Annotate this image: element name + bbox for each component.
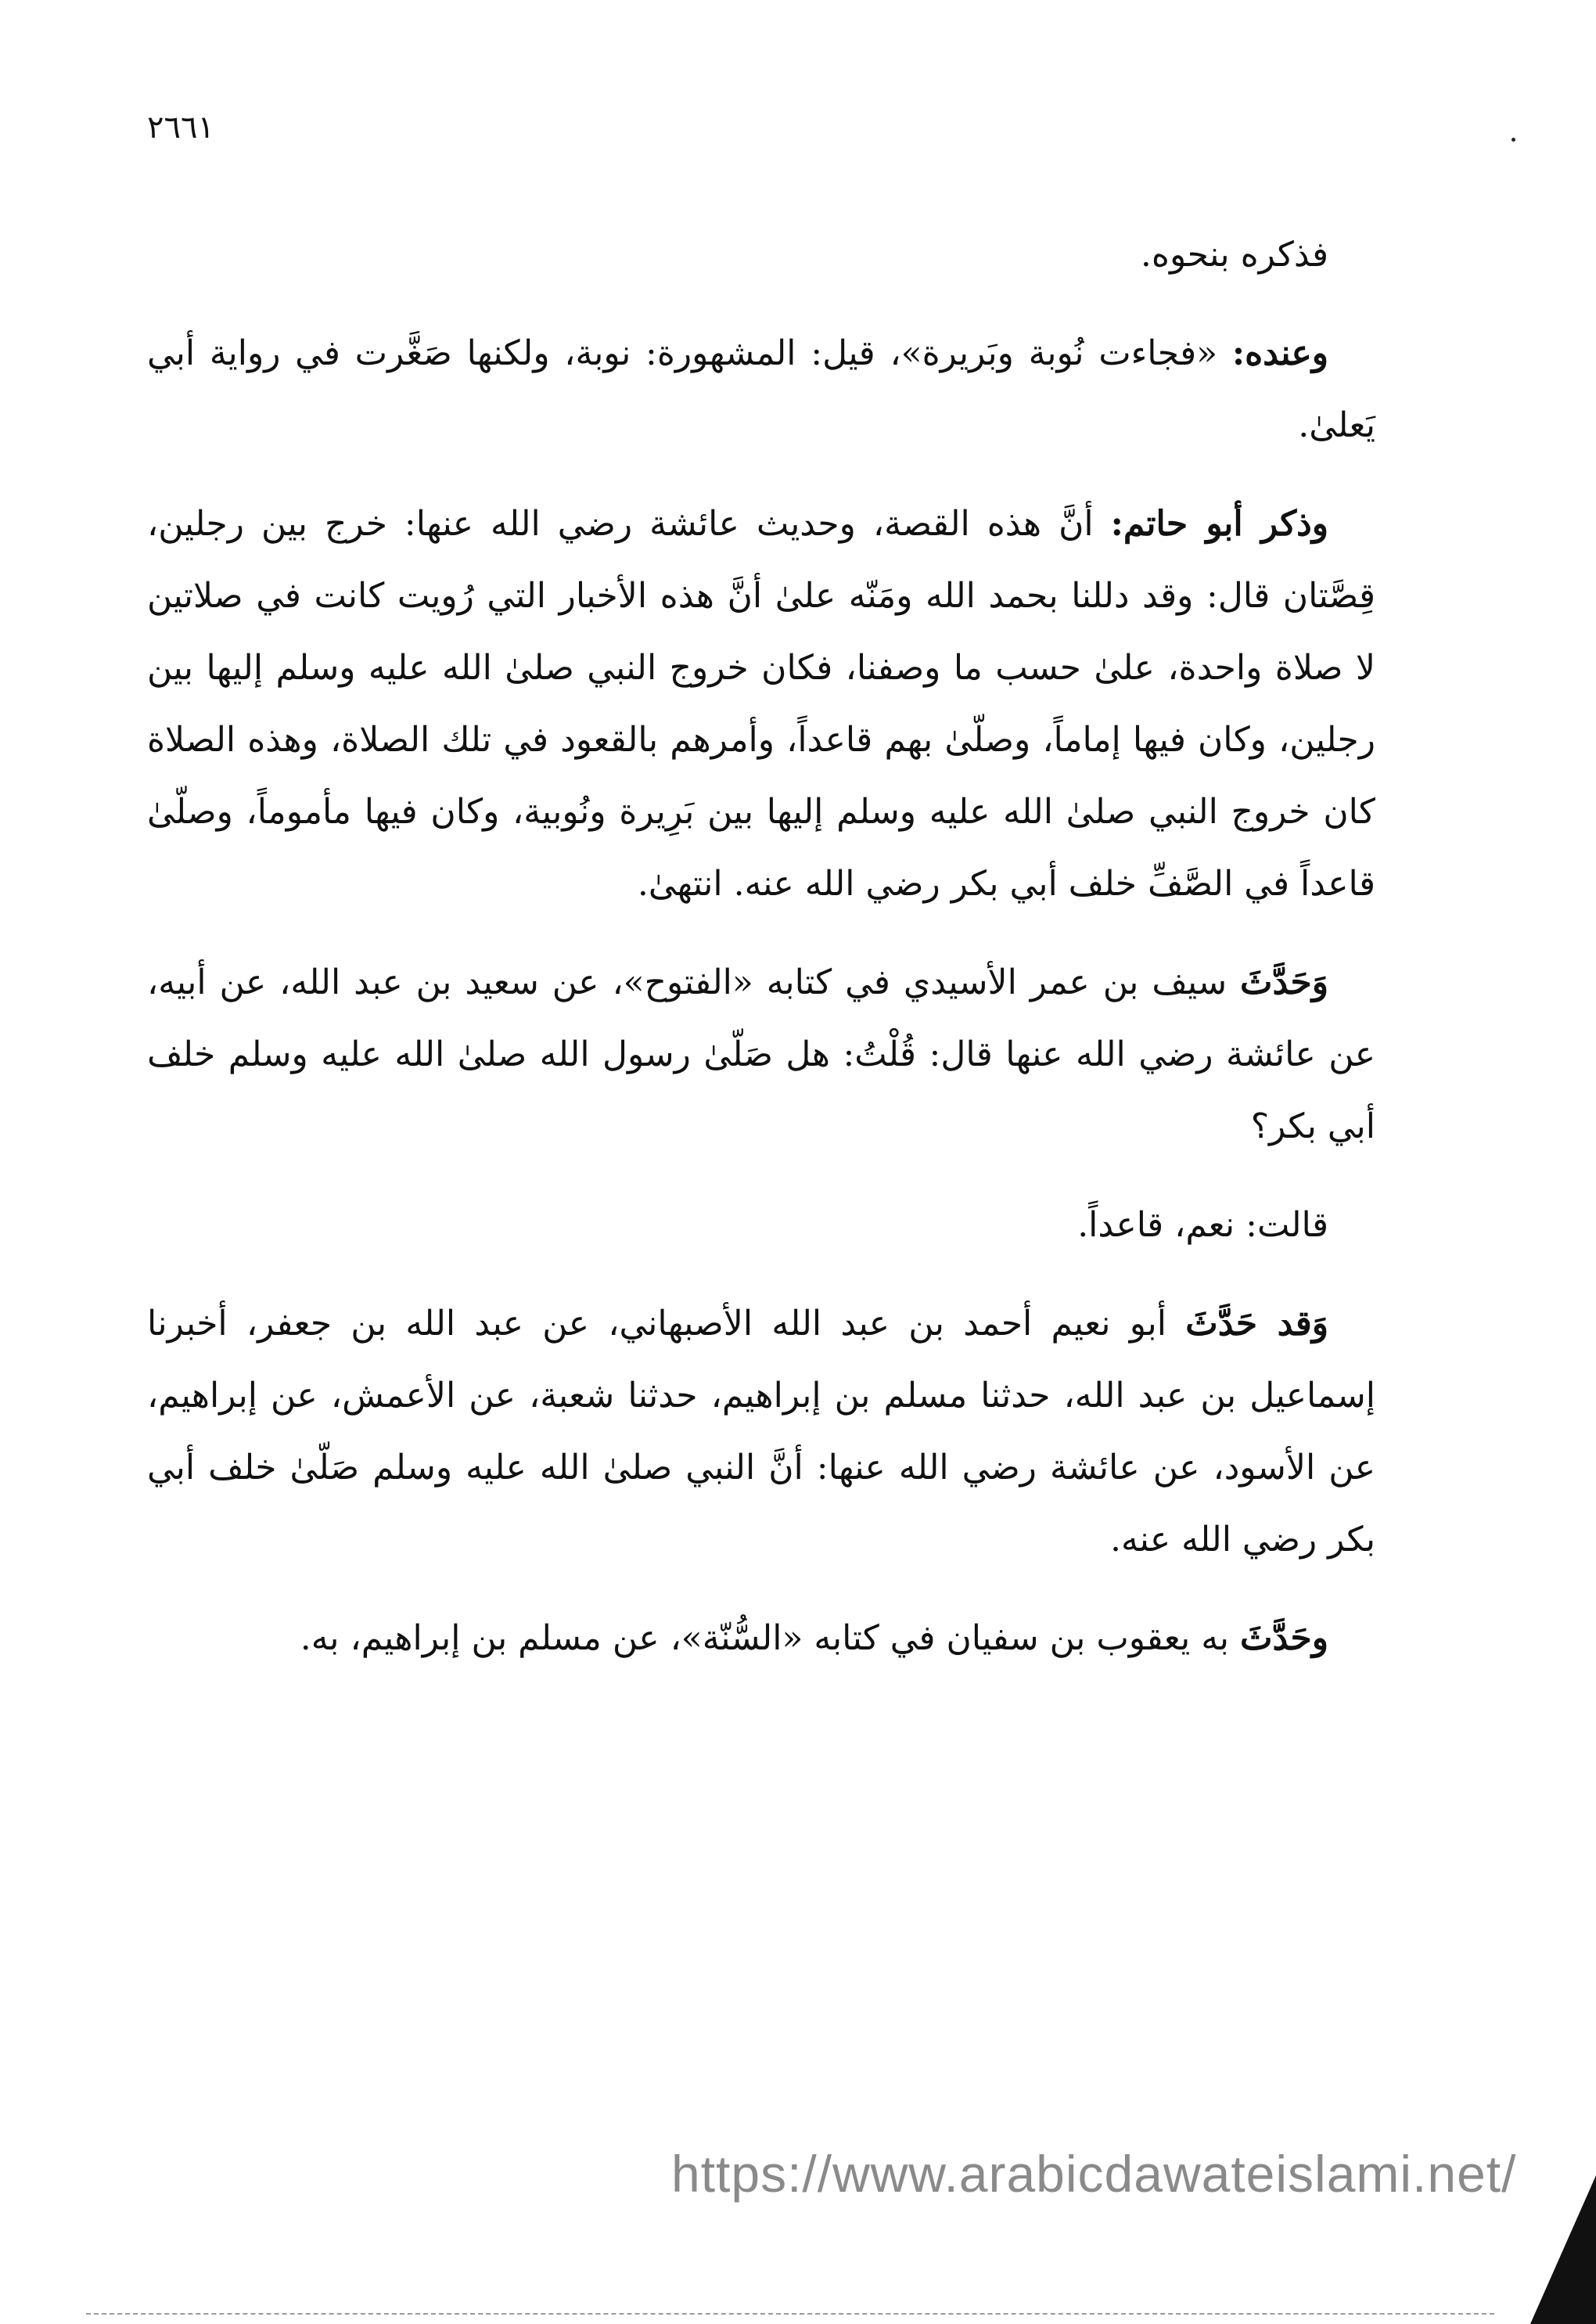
- bottom-scan-edge: [86, 2313, 1494, 2316]
- paragraph-2: [147, 318, 1375, 462]
- paragraph-6-lead: وَقد حَدَّثَ: [1185, 1304, 1328, 1344]
- paragraph-1: [147, 219, 1375, 291]
- paragraph-5-text: قالت: نعم، قاعداً.: [1077, 1205, 1328, 1245]
- page-body: [147, 219, 1375, 1701]
- paragraph-6-text: أبو نعيم أحمد بن عبد الله الأصبهاني، عن عبد الله بن جعفر، أخبرنا إسماعيل بن عبد الله، حدثنا مسلم بن إبراهيم، حدثنا شعبة، عن الأعمش، عن إبراهيم، عن الأسود، عن عائشة رضي الله عنها: أنَّ النبي صلىٰ الله عليه وسلم صَلّىٰ خلف أبي بكر رضي الله عنه.: [147, 1304, 1376, 1560]
- paragraph-4-text: سيف بن عمر الأسيدي في كتابه «الفتوح»، عن سعيد بن عبد الله، عن أبيه، عن عائشة رضي الله عنها قال: قُلْتُ: هل صَلّىٰ رسول الله صلىٰ الله عليه وسلم خلف أبي بكر؟: [147, 962, 1375, 1146]
- paragraph-3: [147, 488, 1375, 920]
- paragraph-7-lead: وحَدَّثَ: [1240, 1618, 1328, 1658]
- paragraph-2-text: «فجاءت نُوبة وبَريرة»، قيل: المشهورة: نوبة، ولكنها صَغَّرت في رواية أبي يَعلىٰ.: [147, 333, 1375, 445]
- paragraph-1-text: فذكره بنحوه.: [1140, 235, 1328, 275]
- paragraph-3-lead: وذكر أبو حاتم:: [1110, 504, 1329, 544]
- scan-dot: [1512, 138, 1515, 142]
- paragraph-2-lead: وعنده:: [1231, 333, 1328, 373]
- paragraph-7-text: به يعقوب بن سفيان في كتابه «السُّنّة»، عن مسلم بن إبراهيم، به.: [300, 1618, 1230, 1658]
- watermark-url: https://www.arabicdawateislami.net/: [671, 2145, 1517, 2203]
- page-corner-shadow: [1530, 2175, 1596, 2324]
- paragraph-5: [147, 1189, 1375, 1261]
- paragraph-4-lead: وَحَدَّثَ: [1240, 962, 1328, 1002]
- paragraph-7: [147, 1603, 1375, 1675]
- paragraph-4: [147, 947, 1375, 1163]
- paragraph-3-text: أنَّ هذه القصة، وحديث عائشة رضي الله عنها: خرج بين رجلين، قِصَّتان قال: وقد دللنا بحمد الله ومَنّه علىٰ أنَّ هذه الأخبار التي رُويت كانت في صلاتين لا صلاة واحدة، علىٰ حسب ما وصفنا، فكان خروج النبي صلىٰ الله عليه وسلم إليها بين رجلين، وكان فيها إماماً، وصلّىٰ بهم قاعداً، وأمرهم بالقعود في تلك الصلاة، وهذه الصلاة كان خروج النبي صلىٰ الله عليه وسلم إليها بين بَرِيرة ونُوبية، وكان فيها مأموماً، وصلّىٰ قاعداً في الصَّفِّ خلف أبي بكر رضي الله عنه. انتهىٰ.: [147, 504, 1375, 904]
- paragraph-6: [147, 1288, 1375, 1576]
- page-number: ٢٦٦١: [147, 110, 214, 146]
